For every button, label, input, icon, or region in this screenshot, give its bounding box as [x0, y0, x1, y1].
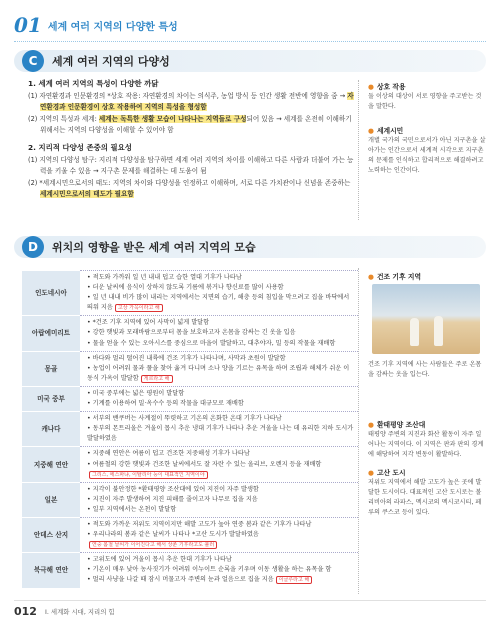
- sidebar-d: [368, 272, 486, 282]
- section-c-header: [14, 50, 486, 72]
- margin-note: 이글루라고 해: [276, 576, 313, 584]
- table-row: [22, 351, 358, 386]
- sidebar-c: [368, 82, 486, 176]
- subheading-2: 2. 지리적 다양성 존중의 필요성: [28, 143, 132, 152]
- region-name: 몽골: [22, 351, 80, 386]
- section-d-title: 위치의 영향을 받은 세계 여러 지역의 모습: [52, 241, 256, 254]
- margin-note: 고상 가옥이라고 해: [115, 304, 163, 312]
- region-name: 인도네시아: [22, 271, 80, 316]
- region-name: 일본: [22, 482, 80, 517]
- table-row: [22, 447, 358, 482]
- region-details: • 미국 중부에는 넓은 평원이 발달함 • 기계를 이용하여 밀·옥수수 등의 작물을 대규모로 재배함: [80, 386, 358, 411]
- region-name: 지중해 연안: [22, 447, 80, 482]
- region-name: 북극해 연안: [22, 553, 80, 588]
- glossary-highland-city: ● 고산 도시 저위도 지역에서 해발 고도가 높은 곳에 발달한 도시이다. 대표적인 고산 도시로는 볼리비아의 라파스, 멕시코의 멕시코시티, 페루의 쿠스코 등이 있다.: [368, 469, 482, 516]
- desert-photo: [372, 284, 480, 354]
- sidebar-d-notes: [368, 360, 486, 518]
- margin-note: 그리스, 에스파냐, 이탈리아 등이 대표적인 지역이야: [89, 471, 208, 479]
- table-row: [22, 517, 358, 552]
- paragraph-1: (1) 자연환경과 인문환경의 *상호 작용: 자연환경의 차이는 의식주, 농업 방식 등 인간 생활 전반에 영향을 줌 → 자연환경과 인문환경이 상호 작용하여 지역의 특성을 형성함: [28, 92, 354, 111]
- page-footer: [14, 600, 486, 622]
- margin-note: 연중 봄철 날씨가 이어진다고 해서 상춘 기후라고도 불러: [89, 541, 217, 549]
- region-details: • 바다와 멀리 떨어진 내륙에 건조 기후가 나타나며, 사막과 초원이 발달함 • 농업이 어려워 물과 풀을 찾아 옮겨 다니며 소나 양을 기르는 유목을 하며 조립과 해체가 쉬운 이동식 가옥이 발달함 게르라고 해: [80, 351, 358, 386]
- paragraph-3: (1) 지역의 다양성 탐구: 지리적 다양성을 탐구하면 세계 여러 지역의 차이를 이해하고 다른 사람과 더불어 가는 능력을 키울 수 있음 → 지구촌 문제를 해결하는 데 도움이 됨: [28, 156, 354, 175]
- table-row: [22, 316, 358, 351]
- table-row: [22, 482, 358, 517]
- section-c-title: 세계 여러 지역의 다양성: [52, 55, 170, 68]
- glossary-ring-of-fire: ● 환태평양 조산대 태평양 주변의 지진과 화산 활동이 자주 일어나는 지역이다. 이 지역은 판과 판의 경계에 해당하여 지각 변동이 활발하다.: [368, 421, 484, 458]
- regions-table: [22, 270, 358, 588]
- region-name: 캐나다: [22, 412, 80, 447]
- person-figure: [410, 318, 419, 346]
- table-row: [22, 553, 358, 588]
- table-row: [22, 412, 358, 447]
- section-c-body: [28, 78, 358, 201]
- page-number: 012: [14, 605, 37, 618]
- column-divider-d: [358, 268, 359, 594]
- subheading-1: 1. 세계 여러 지역의 특성이 다양한 까닭: [28, 79, 159, 88]
- person-figure: [434, 316, 443, 346]
- region-details: • 지각이 불안정한 *환태평양 조산대에 있어 지진이 자주 발생함 • 지진이 자주 발생하여 지진 피해를 줄이고자 나무로 집을 지음 • 일부 지역에서는 온천이 발달함: [80, 482, 358, 517]
- region-details: • 서부의 밴쿠버는 사계절이 뚜렷하고 기온의 온화한 온대 기후가 나타남 • 동부의 몬트리올은 겨울이 몹시 추운 냉대 기후가 나타나 추운 겨울을 나는 데 유리한 지하 도시가 발달하였음: [80, 412, 358, 447]
- header-divider: [14, 41, 486, 42]
- region-details: • 적도와 가까워 일 년 내내 덥고 습한 열대 기후가 나타남 • 더운 날씨에 음식이 상하지 않도록 기름에 볶거나 향신료를 많이 사용함 • 일 년 내내 비가 많이 내리는 지역에서는 지면의 습기, 해충 등의 침입을 막으려고 집을 바닥에서 띄워 지음 고상 가옥이라고 해: [80, 271, 358, 316]
- section-d-badge: D: [22, 236, 44, 258]
- paragraph-4: (2) *세계시민으로서의 태도: 지역의 차이와 다양성을 인정하고 이해하며, 서로 다른 가치관이나 신념을 존중하는 세계시민으로서의 태도가 필요함: [28, 179, 351, 198]
- region-details: • 지중해 연안은 여름이 덥고 건조한 지중해성 기후가 나타남 • 여름철의 강한 햇빛과 건조한 날씨에서도 잘 자란 수 있는 올리브, 오렌지 등을 재배함 그리스, 에스파냐, 이탈리아 등이 대표적인 지역이야: [80, 447, 358, 482]
- region-details: • *건조 기후 지역에 있어 사막이 넓게 발달함 • 강한 햇빛과 모래바람으로부터 몸을 보호하고자 온몸을 감싸는 긴 옷을 입음 • 물을 얻을 수 있는 오아시스를 중심으로 마을이 발달하고, 대추야자, 밀 등의 작물을 재배함: [80, 316, 358, 351]
- chapter-title: 세계 여러 지역의 다양한 특성: [47, 21, 178, 33]
- region-details: • 고위도에 있어 겨울이 몹시 추운 한대 기후가 나타남 • 기온이 매우 낮아 농사짓기가 어려워 이누이트 순록을 키우며 이동 생활을 하는 유목을 함 • 멀리 사냥을 나갈 때 잠시 머물고자 주변의 눈과 얼음으로 집을 지음 이글루라고 해: [80, 553, 358, 588]
- glossary-sangho: ● 상호 작용 둘 이상의 대상이 서로 영향을 주고받는 것을 말한다.: [368, 83, 482, 110]
- chapter-number: 01: [14, 13, 42, 37]
- region-details: • 적도와 가까운 저위도 지역이지만 해발 고도가 높아 연중 봄과 같은 기후가 나타남 • 우리나라의 봄과 같은 날씨가 나타나 *고산 도시가 발달하였음 연중 봄철 날씨가 이어진다고 해서 상춘 기후라고도 불러: [80, 517, 358, 552]
- margin-note: 게르라고 해: [141, 375, 173, 383]
- region-name: 안데스 산지: [22, 517, 80, 552]
- table-row: [22, 271, 358, 316]
- photo-caption: 건조 기후 지역에 사는 사람들은 주로 온몸을 감싸는 옷을 입는다.: [368, 361, 482, 378]
- paragraph-2: (2) 지역의 특성과 세계: 세계는 독특한 생활 모습이 나타나는 지역들로 구성되어 있음 → 세계를 온전히 이해하기 위해서는 지역의 다양성을 이해할 수 있어야 함: [28, 115, 352, 134]
- table-row: [22, 386, 358, 411]
- region-name: 미국 중부: [22, 386, 80, 411]
- section-c-badge: C: [22, 50, 44, 72]
- section-d-header: [14, 236, 486, 258]
- region-name: 아랍에미리트: [22, 316, 80, 351]
- photo-caption-title: ● 건조 기후 지역: [368, 273, 422, 281]
- footer-text: I. 세계화 시대, 지리의 힘: [44, 608, 115, 616]
- glossary-global-citizen: ● 세계시민 개별 국가의 국민으로서가 아닌 지구촌을 살아가는 인간으로서 세계적 시각으로 지구촌의 문제를 인식하고 합리적으로 해결하려고 노력하는 인간이다.: [368, 127, 486, 174]
- column-divider: [358, 80, 359, 220]
- chapter-header: [14, 12, 486, 38]
